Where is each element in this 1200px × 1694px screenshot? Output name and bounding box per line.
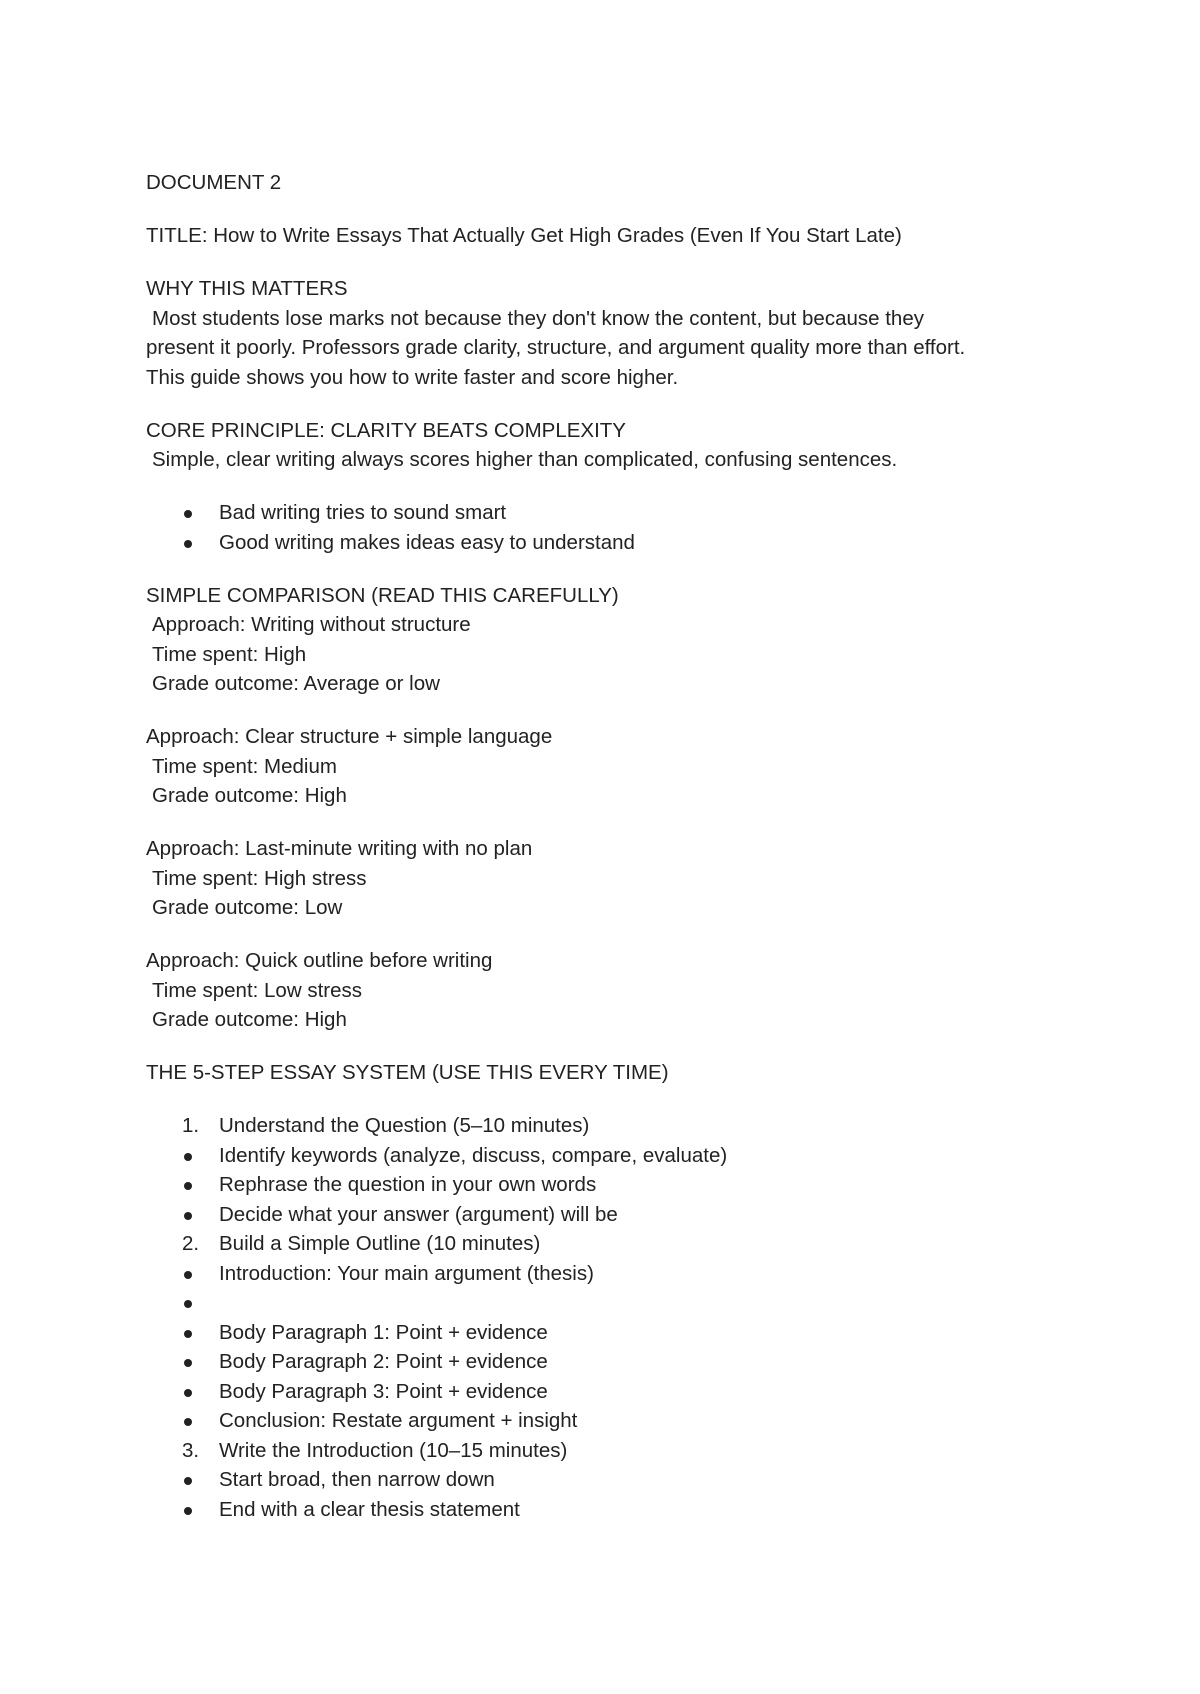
step-number: 2. [182, 1232, 200, 1255]
list-item [146, 1465, 1096, 1495]
bullet-icon [184, 1153, 192, 1161]
step-number: 1. [182, 1114, 200, 1137]
list-item-text: Conclusion: Restate argument + insight [219, 1409, 578, 1432]
core-intro: Simple, clear writing always scores higher than complicated, confusing sentences. [152, 448, 898, 471]
comparison-approach: Approach: Clear structure + simple language [146, 725, 553, 748]
list-item-text: Body Paragraph 2: Point + evidence [219, 1350, 548, 1373]
list-item [146, 1377, 1096, 1407]
bullet-icon [184, 1271, 192, 1279]
document-title: TITLE: How to Write Essays That Actually Get High Grades (Even If You Start Late) [146, 224, 902, 247]
comparison-approach: Approach: Writing without structure [152, 613, 471, 636]
why-line-3: This guide shows you how to write faster and score higher. [146, 365, 679, 389]
comparison-time: Time spent: Medium [152, 754, 337, 778]
list-item-text: Introduction: Your main argument (thesis) [219, 1261, 594, 1285]
list-item [146, 1170, 1096, 1200]
list-item-text: Body Paragraph 1: Point + evidence [219, 1320, 548, 1344]
bullet-icon [184, 1389, 192, 1397]
list-item [146, 1347, 1096, 1377]
list-item [146, 1318, 1096, 1348]
list-item-empty [146, 1288, 1096, 1318]
bullet-icon [184, 1330, 192, 1338]
comparison-approach: Approach: Last-minute writing with no plan [146, 837, 533, 860]
list-item-text: Rephrase the question in your own words [219, 1173, 597, 1196]
why-line-1: Most students lose marks not because they don't know the content, but because they [152, 306, 924, 330]
why-heading: WHY THIS MATTERS [146, 277, 348, 300]
document-label: DOCUMENT 2 [146, 171, 282, 194]
bullet-icon [184, 1418, 192, 1426]
core-heading: CORE PRINCIPLE: CLARITY BEATS COMPLEXITY [146, 418, 626, 442]
comparison-grade: Grade outcome: Low [152, 896, 343, 919]
bullet-icon [184, 1182, 192, 1190]
bullet-icon [184, 1359, 192, 1367]
bullet-icon [184, 510, 192, 518]
why-line-2: present it poorly. Professors grade clarity, structure, and argument quality more than effort. [146, 336, 966, 359]
comparison-grade: Grade outcome: High [152, 1008, 347, 1031]
list-item-text: Identify keywords (analyze, discuss, compare, evaluate) [219, 1143, 728, 1167]
list-item [146, 1259, 1096, 1289]
list-item [146, 498, 1096, 528]
list-item-text: Decide what your answer (argument) will be [219, 1202, 618, 1226]
document-page [146, 168, 1096, 1524]
list-item-text: Start broad, then narrow down [219, 1468, 495, 1491]
system-heading: THE 5-STEP ESSAY SYSTEM (USE THIS EVERY TIME) [146, 1061, 669, 1084]
comparison-approach: Approach: Quick outline before writing [146, 949, 493, 972]
step-text: Build a Simple Outline (10 minutes) [219, 1232, 541, 1255]
step-text: Write the Introduction (10–15 minutes) [219, 1438, 568, 1462]
comparison-time: Time spent: High stress [152, 866, 367, 890]
list-item [146, 1200, 1096, 1230]
comparison-grade: Grade outcome: Average or low [152, 672, 440, 695]
numbered-step [146, 1436, 1096, 1466]
list-item [146, 1406, 1096, 1436]
list-item-text: Bad writing tries to sound smart [219, 501, 507, 524]
list-item [146, 1141, 1096, 1171]
list-item [146, 1495, 1096, 1525]
numbered-step [146, 1229, 1096, 1259]
list-item [146, 528, 1096, 558]
comparison-time: Time spent: High [152, 642, 307, 666]
bullet-icon [184, 540, 192, 548]
step-number: 3. [182, 1438, 200, 1462]
bullet-icon [184, 1300, 192, 1308]
numbered-step [146, 1111, 1096, 1141]
comparison-grade: Grade outcome: High [152, 784, 347, 807]
list-item-text: Body Paragraph 3: Point + evidence [219, 1379, 548, 1403]
list-item-text: Good writing makes ideas easy to understand [219, 530, 635, 554]
bullet-icon [184, 1507, 192, 1515]
bullet-icon [184, 1477, 192, 1485]
list-item-text: End with a clear thesis statement [219, 1497, 520, 1521]
comparison-time: Time spent: Low stress [152, 978, 363, 1002]
bullet-icon [184, 1212, 192, 1220]
comparison-heading: SIMPLE COMPARISON (READ THIS CAREFULLY) [146, 583, 619, 607]
step-text: Understand the Question (5–10 minutes) [219, 1114, 590, 1137]
